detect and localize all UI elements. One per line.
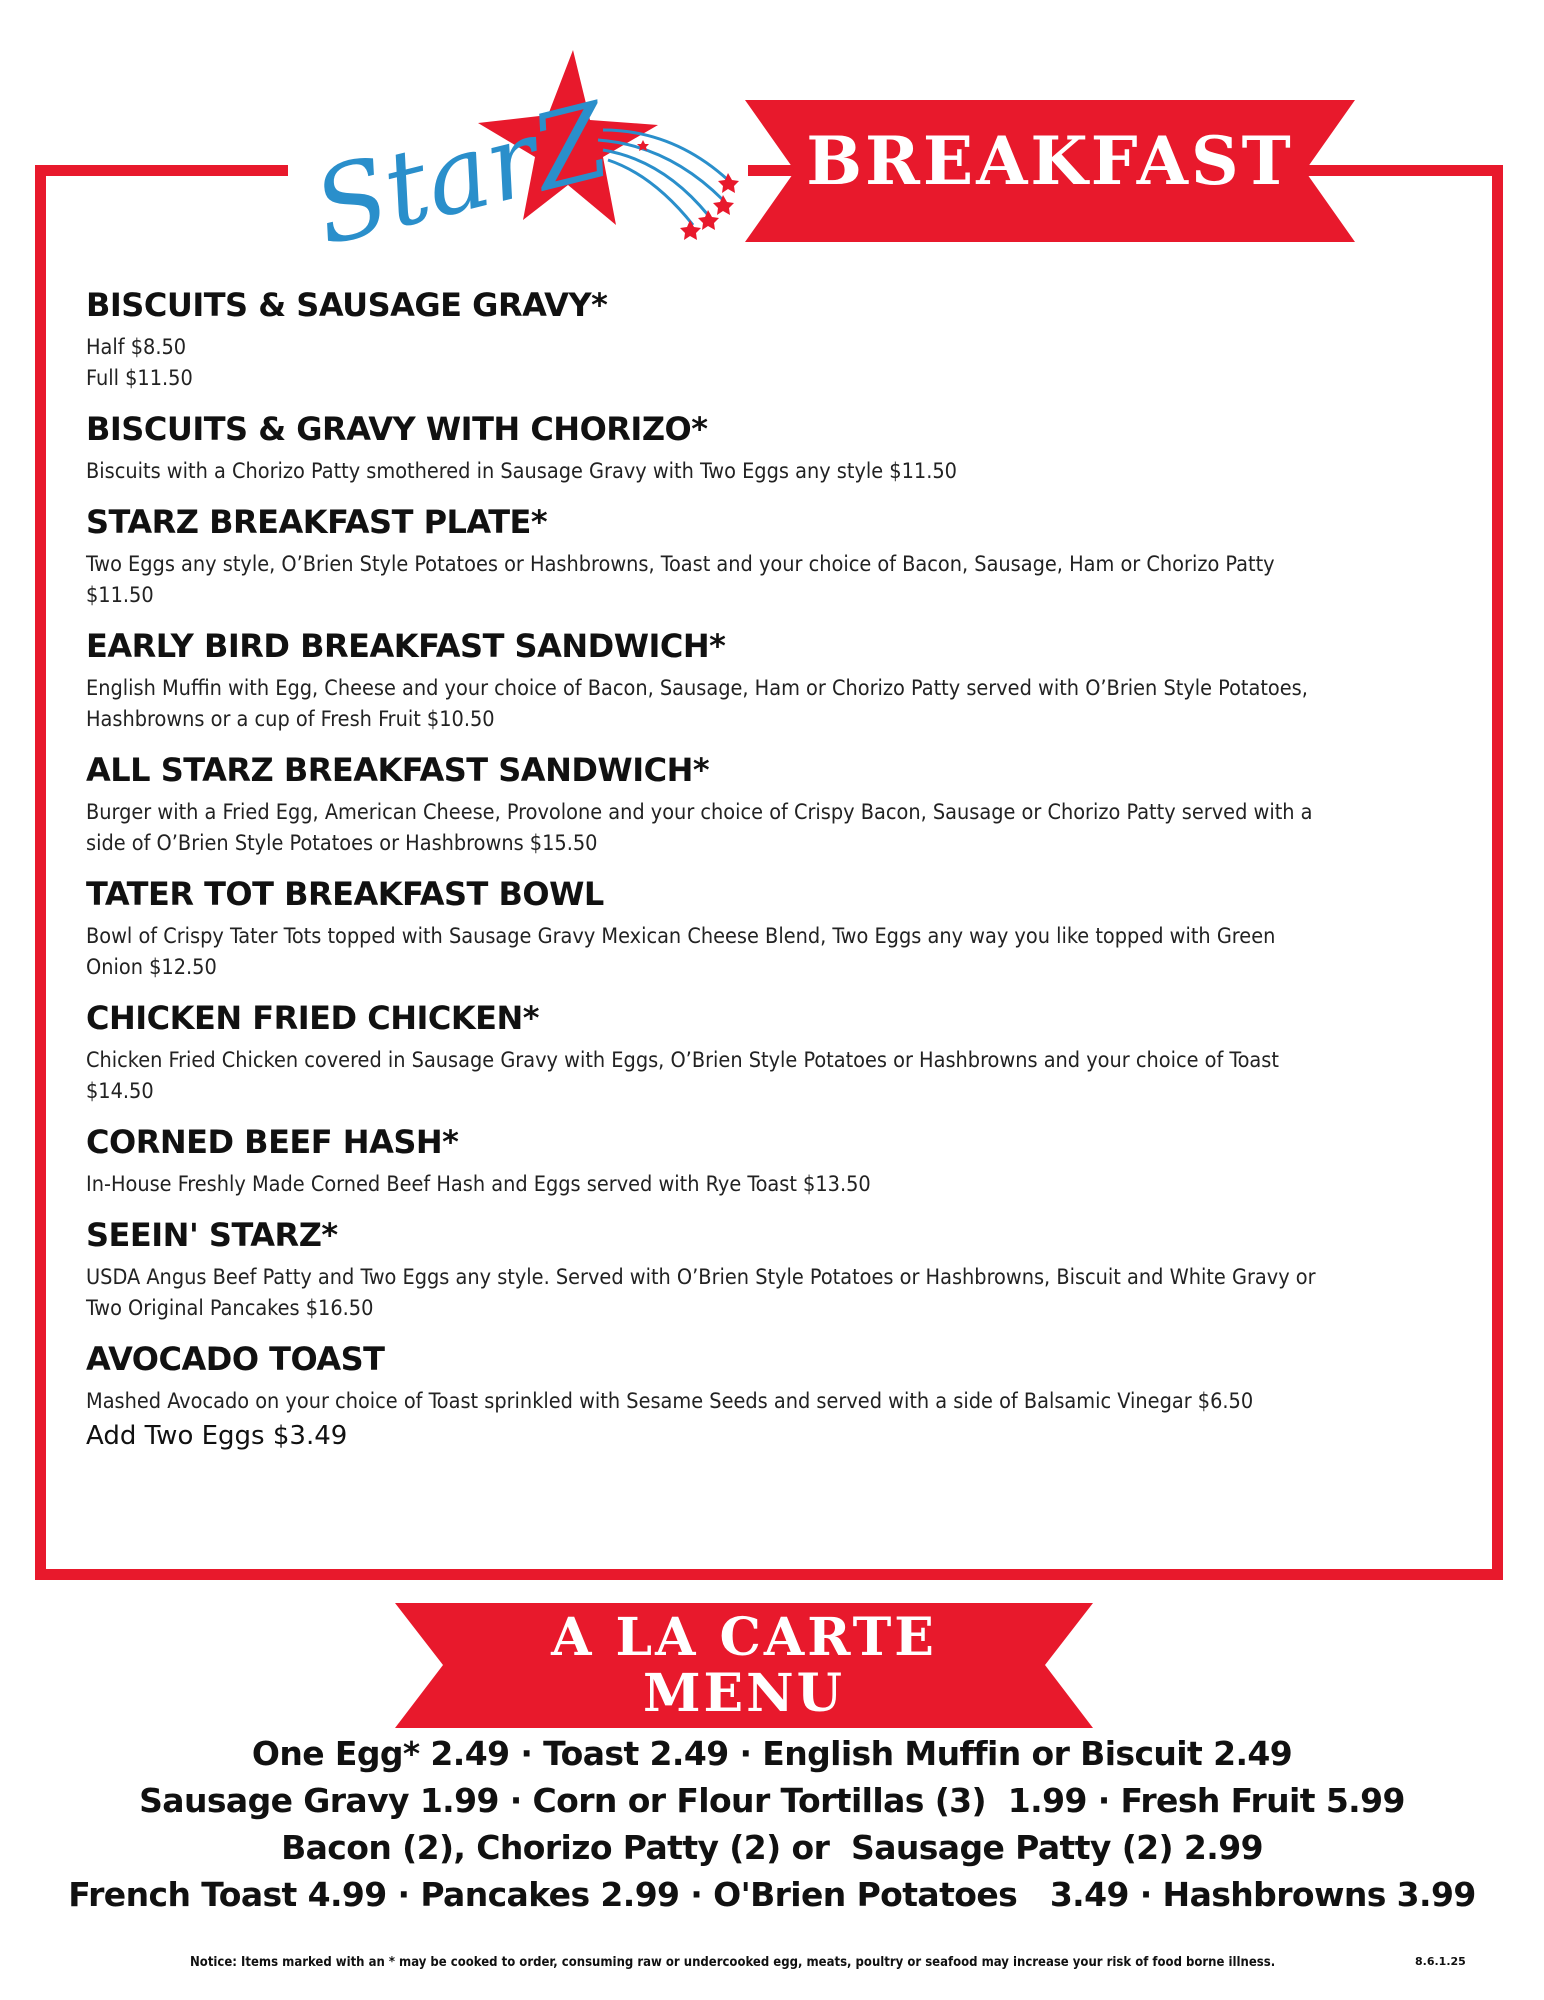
- menu-item-title: STARZ BREAKFAST PLATE*: [86, 503, 548, 541]
- a-la-carte-line: Sausage Gravy 1.99 · Corn or Flour Tortillas (3) 1.99 · Fresh Fruit 5.99: [139, 1781, 1405, 1820]
- menu-item-description: [86, 1169, 1481, 1200]
- a-la-carte-line: One Egg* 2.49 · Toast 2.49 · English Muffin or Biscuit 2.49: [251, 1734, 1293, 1773]
- menu-item-description: [86, 797, 1481, 859]
- menu-item-description: [86, 456, 1481, 487]
- a-la-carte-line: French Toast 4.99 · Pancakes 2.99 · O'Brien Potatoes 3.49 · Hashbrowns 3.99: [68, 1875, 1476, 1914]
- menu-item-line: $11.50: [86, 583, 154, 608]
- menu-item: [86, 995, 1486, 1107]
- a-la-carte-banner: [395, 1603, 1093, 1728]
- menu-item-line: Biscuits with a Chorizo Patty smothered in Sausage Gravy with Two Eggs any style $11.50: [86, 459, 957, 484]
- addon-text: Add Two Eggs $3.49: [86, 1421, 348, 1451]
- menu-item-line: Two Eggs any style, O’Brien Style Potatoes or Hashbrowns, Toast and your choice of Bacon, Sausage, Ham or Chorizo Patty: [86, 552, 1275, 577]
- breakfast-banner: [745, 100, 1355, 242]
- menu-item-line: USDA Angus Beef Patty and Two Eggs any style. Served with O’Brien Style Potatoes or Hashbrowns, Biscuit and White Gravy or: [86, 1265, 1316, 1290]
- food-safety-notice: Notice: Items marked with an * may be cooked to order, consuming raw or undercooked egg, meats, poultry or seafood may increase your risk of food borne illness.: [190, 1955, 1276, 1970]
- menu-item-description: [86, 1262, 1481, 1324]
- menu-item-line: Bowl of Crispy Tater Tots topped with Sausage Gravy Mexican Cheese Blend, Two Eggs any way you like topped with Green: [86, 924, 1276, 949]
- menu-item-line: Burger with a Fried Egg, American Cheese, Provolone and your choice of Crispy Bacon, Sausage or Chorizo Patty served with a: [86, 800, 1313, 825]
- menu-item-description: [86, 332, 1481, 394]
- breakfast-menu-list: [86, 282, 1486, 1451]
- menu-item-title: BISCUITS & GRAVY WITH CHORIZO*: [86, 410, 708, 448]
- menu-item-title: CORNED BEEF HASH*: [86, 1123, 459, 1161]
- menu-item-line: Full $11.50: [86, 366, 193, 391]
- menu-item-line: Mashed Avocado on your choice of Toast sprinkled with Sesame Seeds and served with a side of Balsamic Vinegar $6.50: [86, 1389, 1254, 1414]
- a-la-carte-line: Bacon (2), Chorizo Patty (2) or Sausage Patty (2) 2.99: [281, 1828, 1263, 1867]
- menu-item-description: [86, 1386, 1481, 1417]
- menu-item-line: Two Original Pancakes $16.50: [86, 1296, 374, 1321]
- menu-item-description: [86, 1045, 1481, 1107]
- menu-item-line: English Muffin with Egg, Cheese and your choice of Bacon, Sausage, Ham or Chorizo Patty served with O’Brien Style Potatoes,: [86, 676, 1308, 701]
- menu-item-title: BISCUITS & SAUSAGE GRAVY*: [86, 286, 608, 324]
- starz-logo: [318, 45, 748, 280]
- menu-item-title: ALL STARZ BREAKFAST SANDWICH*: [86, 751, 710, 789]
- menu-item: [86, 282, 1486, 394]
- menu-item: [86, 406, 1486, 487]
- menu-item-description: [86, 673, 1481, 735]
- menu-item: [86, 499, 1486, 611]
- menu-item-line: $14.50: [86, 1079, 154, 1104]
- a-la-carte-banner-line2: MENU: [642, 1663, 846, 1724]
- menu-item: [86, 1212, 1486, 1324]
- menu-item-title: AVOCADO TOAST: [86, 1340, 385, 1378]
- breakfast-banner-title: BREAKFAST: [806, 122, 1294, 200]
- menu-item-line: Half $8.50: [86, 335, 187, 360]
- menu-item-title: CHICKEN FRIED CHICKEN*: [86, 999, 540, 1037]
- menu-item: [86, 747, 1486, 859]
- menu-item-description: [86, 549, 1481, 611]
- version-code: 8.6.1.25: [1415, 1955, 1466, 1968]
- logo-text: StarZ: [318, 79, 621, 270]
- menu-item-title: EARLY BIRD BREAKFAST SANDWICH*: [86, 627, 726, 665]
- menu-item-line: side of O’Brien Style Potatoes or Hashbrowns $15.50: [86, 831, 598, 856]
- a-la-carte-banner-line1: A LA CARTE: [551, 1607, 937, 1668]
- menu-item: [86, 1119, 1486, 1200]
- menu-item: [86, 871, 1486, 983]
- menu-item-description: [86, 921, 1481, 983]
- menu-item-line: Onion $12.50: [86, 955, 217, 980]
- menu-item-title: SEEIN' STARZ*: [86, 1216, 338, 1254]
- menu-item-line: Chicken Fried Chicken covered in Sausage Gravy with Eggs, O’Brien Style Potatoes or Hashbrowns and your choice of Toast: [86, 1048, 1279, 1073]
- menu-item-title: TATER TOT BREAKFAST BOWL: [86, 875, 604, 913]
- menu-item: [86, 623, 1486, 735]
- menu-item-line: Hashbrowns or a cup of Fresh Fruit $10.50: [86, 707, 495, 732]
- a-la-carte-list: [0, 1730, 1544, 1918]
- menu-item-line: In-House Freshly Made Corned Beef Hash and Eggs served with Rye Toast $13.50: [86, 1172, 871, 1197]
- menu-item: [86, 1336, 1486, 1417]
